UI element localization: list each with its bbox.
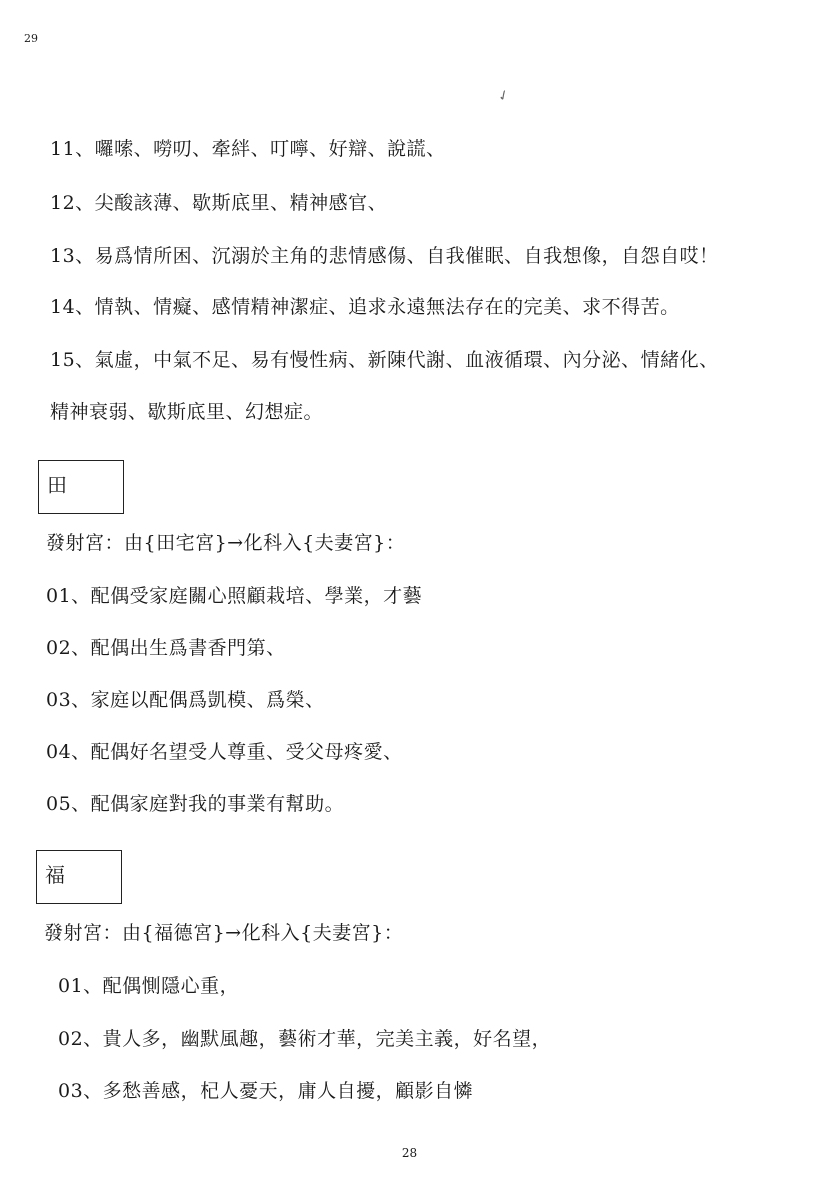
list-item: 01、配偶惻隱心重， bbox=[58, 975, 240, 997]
list-item: 14、情執、情癡、感情精神潔症、追求永遠無法存在的完美、求不得苦。 bbox=[50, 296, 680, 318]
list-item: 12、尖酸該薄、歇斯底里、精神感官、 bbox=[50, 192, 388, 214]
list-item-continuation: 精神衰弱、歇斯底里、幻想症。 bbox=[50, 401, 324, 423]
list-item: 01、配偶受家庭關心照顧栽培、學業，才藝 bbox=[46, 585, 423, 607]
list-item: 05、配偶家庭對我的事業有幫助。 bbox=[46, 793, 345, 815]
section-heading: 發射宮：由{福德宮}→化科入{夫妻宮}： bbox=[44, 922, 404, 944]
list-item: 13、易爲情所困、沉溺於主角的悲情感傷、自我催眠、自我想像，自怨自哎！ bbox=[50, 245, 719, 267]
list-item: 04、配偶好名望受人尊重、受父母疼愛、 bbox=[46, 741, 403, 763]
check-mark-icon: ✓ bbox=[495, 86, 513, 106]
page-number-top: 29 bbox=[24, 32, 38, 45]
list-item: 02、配偶出生爲書香門第、 bbox=[46, 637, 286, 659]
section-box-tian bbox=[38, 460, 124, 514]
section-box-label: 福 bbox=[45, 863, 65, 887]
section-box-label: 田 bbox=[47, 473, 67, 497]
list-item: 03、家庭以配偶爲凱模、爲榮、 bbox=[46, 689, 325, 711]
list-item: 03、多愁善感，杞人憂天，庸人自擾，顧影自憐 bbox=[58, 1080, 474, 1102]
page-number-bottom: 28 bbox=[401, 1146, 418, 1160]
list-item: 02、貴人多，幽默風趣，藝術才華，完美主義，好名望， bbox=[58, 1028, 552, 1050]
section-box-fu bbox=[36, 850, 122, 904]
list-item: 11、囉嗦、嘮叨、牽絆、叮嚀、好辯、說謊、 bbox=[50, 138, 446, 160]
list-item: 15、氣虛，中氣不足、易有慢性病、新陳代謝、血液循環、內分泌、情緒化、 bbox=[50, 349, 719, 371]
section-heading: 發射宮：由{田宅宮}→化科入{夫妻宮}： bbox=[46, 532, 406, 554]
